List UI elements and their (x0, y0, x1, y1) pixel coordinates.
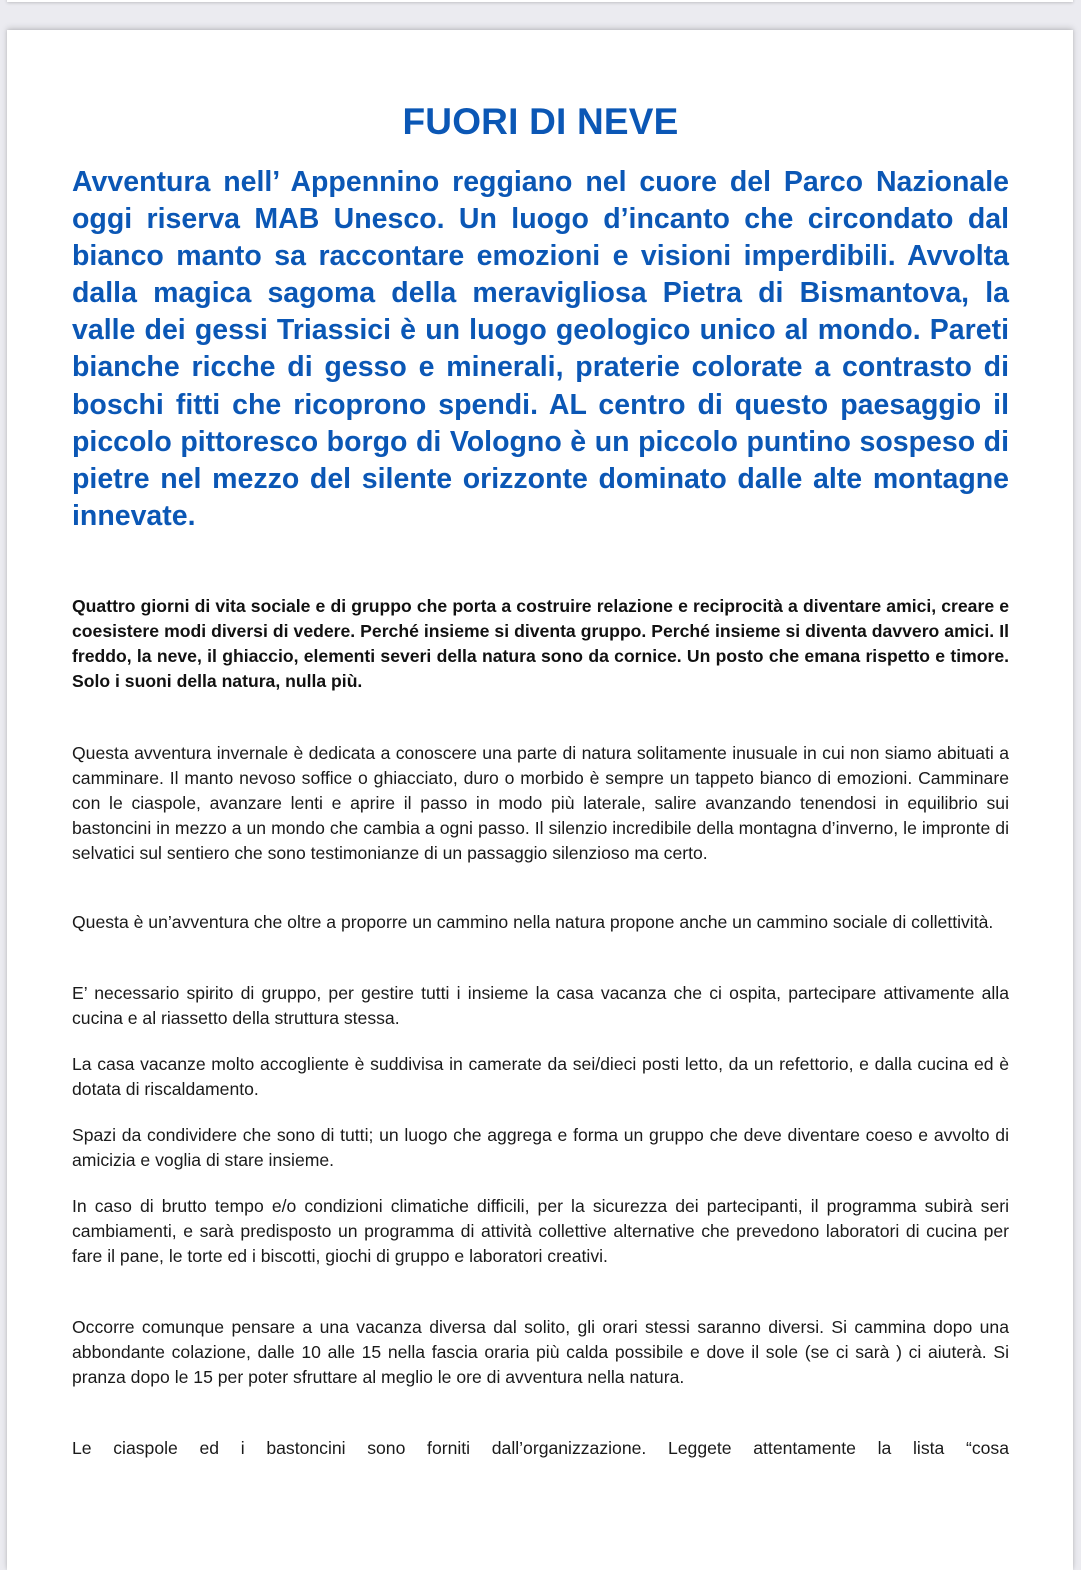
body-paragraph: In caso di brutto tempo e/o condizioni climatiche difficili, per la sicurezza dei partecipanti, il programma subirà seri cambiamenti, e sarà predisposto un programma di attività collettive alternative che prevedono laboratori di cucina per fare il pane, le torte ed i biscotti, giochi di gruppo e laboratori creativi. (72, 1196, 1009, 1266)
body-paragraph: Occorre comunque pensare a una vacanza diversa dal solito, gli orari stessi saranno diversi. Si cammina dopo una abbondante colazione, dalle 10 alle 15 nella fascia oraria più calda possibile e dove il sole (se ci sarà ) ci aiuterà. Si pranza dopo le 15 per poter sfruttare al meglio le ore di avventura nella natura. (72, 1317, 1009, 1387)
body-paragraph: La casa vacanze molto accogliente è suddivisa in camerate da sei/dieci posti letto, da un refettorio, e dalla cucina ed è dotata di riscaldamento. (72, 1054, 1009, 1099)
document-title: FUORI DI NEVE (402, 101, 679, 142)
body-paragraph: Spazi da condividere che sono di tutti; un luogo che aggrega e forma un gruppo che deve diventare coeso e avvolto di amicizia e voglia di stare insieme. (72, 1125, 1009, 1170)
previous-page-edge (7, 0, 1073, 2)
body-paragraph: Le ciaspole ed i bastoncini sono forniti dall’organizzazione. Leggete attentamente la lista “cosa (72, 1438, 1009, 1458)
document-page (7, 30, 1073, 1570)
body-paragraph: Questa è un’avventura che oltre a proporre un cammino nella natura propone anche un cammino sociale di collettività. (72, 912, 994, 932)
intro-paragraph: Avventura nell’ Appennino reggiano nel cuore del Parco Nazionale oggi riserva MAB Unesco. Un luogo d’incanto che circondato dal bianco manto sa raccontare emozioni e visioni imperdibili. Avvolta dalla magica sagoma della meravigliosa Pietra di Bismantova, la valle dei gessi Triassici è un luogo geologico unico al mondo. Pareti bianche ricche di gesso e minerali, praterie colorate a contrasto di boschi fitti che ricoprono spendi. AL centro di questo paesaggio il piccolo pittoresco borgo di Vologno è un piccolo puntino sospeso di pietre nel mezzo del silente orizzonte dominato dalle alte montagne innevate. (72, 166, 1009, 532)
lead-paragraph: Quattro giorni di vita sociale e di gruppo che porta a costruire relazione e reciprocità a diventare amici, creare e coesistere modi diversi di vedere. Perché insieme si diventa gruppo. Perché insieme si diventa davvero amici. Il freddo, la neve, il ghiaccio, elementi severi della natura sono da cornice. Un posto che emana rispetto e timore. Solo i suoni della natura, nulla più. (72, 596, 1009, 691)
body-paragraph: E’ necessario spirito di gruppo, per gestire tutti i insieme la casa vacanza che ci ospita, partecipare attivamente alla cucina e al riassetto della struttura stessa. (72, 983, 1009, 1028)
body-paragraph: Questa avventura invernale è dedicata a conoscere una parte di natura solitamente inusuale in cui non siamo abituati a camminare. Il manto nevoso soffice o ghiacciato, duro o morbido è sempre un tappeto bianco di emozioni. Camminare con le ciaspole, avanzare lenti e aprire il passo in modo più laterale, salire avanzando tenendosi in equilibrio sui bastoncini in mezzo a un mondo che cambia a ogni passo. Il silenzio incredibile della montagna d’inverno, le impronte di selvatici sul sentiero che sono testimonianze di un passaggio silenzioso ma certo. (72, 743, 1009, 863)
